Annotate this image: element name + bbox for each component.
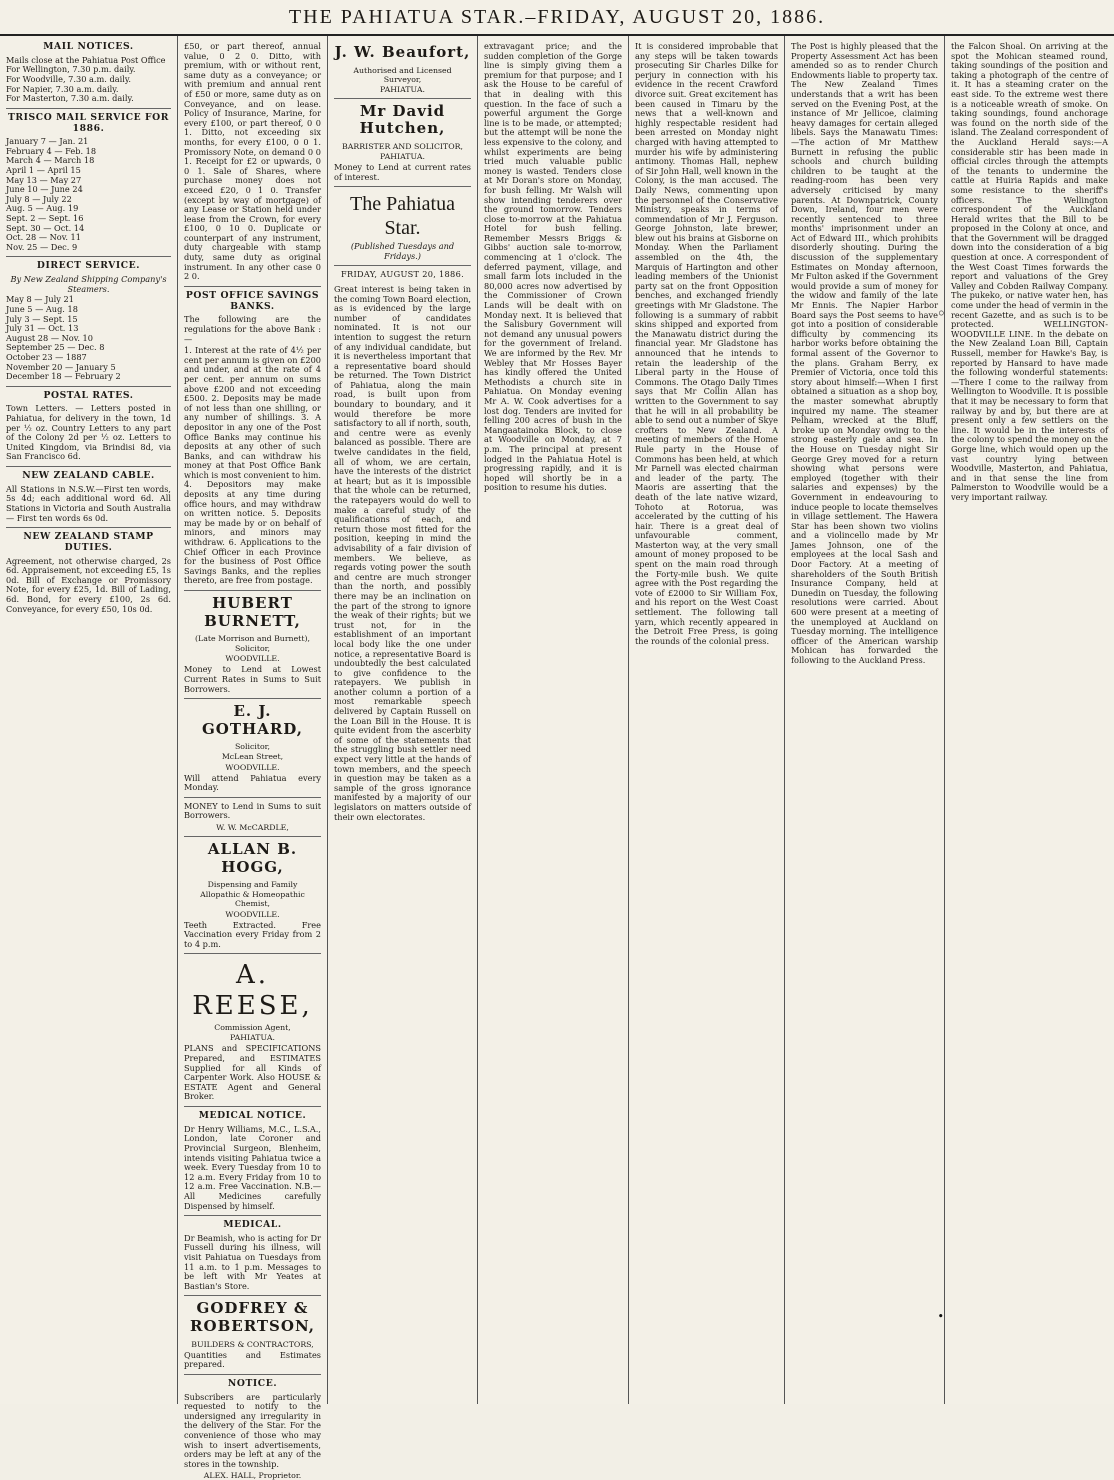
direct-line: December 18 — February 2 [6, 371, 121, 382]
dateline: FRIDAY, AUGUST 20, 1886. [341, 269, 464, 280]
trisco-line: June 10 — June 24 [6, 184, 83, 195]
postal-heading: POSTAL RATES. [43, 389, 134, 401]
divider [6, 386, 171, 387]
ad-godfrey-name: GODFREY & ROBERTSON, [190, 1299, 315, 1335]
ad-beaufort-name: J. W. Beaufort, [334, 43, 471, 61]
ink-mark-icon: ◦ [936, 304, 946, 323]
divider [184, 1215, 321, 1216]
notice-text: Subscribers are particularly requested to notify to the undersigned any irregularity in the delivery of the Star. For the convenience of those who may wish to insert advertisements, orders may be left at any of the stores in the township. [184, 1391, 321, 1469]
ad-gothard-name: E. J. GOTHARD, [201, 702, 303, 738]
divider [184, 286, 321, 287]
divider [184, 953, 321, 954]
column-6 [785, 36, 945, 1404]
divider [334, 98, 471, 99]
ad-line: PAHIATUA. [230, 1033, 275, 1043]
divider [184, 797, 321, 798]
ad-hubert-burnett-name: HUBERT BURNETT, [204, 594, 301, 630]
ink-mark-icon: • [937, 1310, 944, 1323]
postal-text: Town Letters. — Letters posted in Pahiatua, for delivery in the town, 1d per ½ oz. Country Letters to any part of the Colony 2d per ½ oz. Letters to United Kingdom, via Brindisi 8d, via San Francisco 6d. [6, 403, 171, 462]
trisco-line: March 4 — March 18 [6, 155, 95, 166]
mail-line: For Masterton, 7.30 a.m. daily. [6, 93, 134, 104]
notice-sign: ALEX. HALL, Proprietor. [203, 1471, 302, 1480]
mail-line: Mails close at the Pahiatua Post Office [6, 54, 166, 65]
ad-line: Commission Agent, [214, 1023, 291, 1033]
direct-line: June 5 — Aug. 18 [6, 303, 78, 314]
savings-intro: The following are the regulations for the above Bank :— [184, 314, 321, 344]
ad-money-text: MONEY to Lend in Sums to suit Borrowers. [184, 800, 321, 821]
ad-line: Solicitor, [234, 742, 271, 752]
trisco-line: January 7 — Jan. 21 [6, 136, 89, 147]
ad-note: Money to Lend at Lowest Current Rates in Sums to Suit Borrowers. [184, 664, 321, 694]
ad-line: (Late Morrison and Burnett), [195, 634, 310, 644]
stamp-text: Agreement, not otherwise charged, 2s 6d. Appraisement, not exceeding £5, 1s 0d. Bill of Exchange or Promissory Note, for every £25, 1d. Bill of Lading, 6d. Bond, for every £100, 2s 6d. Conveyance, for every £50, 10s 0d. [6, 555, 171, 614]
trisco-line: Oct. 28 — Nov. 11 [6, 232, 81, 243]
trisco-line: May 13 — May 27 [6, 174, 82, 185]
trisco-line: February 4 — Feb. 18 [6, 145, 97, 156]
direct-line: August 28 — Nov. 10 [6, 332, 93, 343]
trisco-line: Aug. 5 — Aug. 19 [6, 203, 79, 214]
divider [184, 1106, 321, 1107]
divider [6, 527, 171, 528]
direct-line: July 31 — Oct. 13 [6, 323, 79, 334]
mail-notices-heading: MAIL NOTICES. [43, 41, 134, 52]
ad-line: WOODVILLE. [225, 654, 280, 664]
divider [334, 186, 471, 187]
direct-heading: DIRECT SERVICE. [36, 260, 141, 272]
article-text: The Post is highly pleased that the Property Assessment Act has been amended so as to render Church Endowments liable to property tax. The New Zealand Times understands that a writ has been served on the Evening Post, at the instance of Mr Jellicoe, claiming heavy damages for certain alleged libels. Says the Manawatu Times:—The action of Mr Matthew Burnett in refusing the public schools and church building children to be taught at the reading-room has been very adversely criticised by many parents. At Downpatrick, County Down, Ireland, four men were recently sentenced to three months' imprisonment under an Act of Edward III., which prohibits disorderly shouting. During the discussion of the supplementary Estimates on Monday afternoon, Mr Fulton asked if the Government would provide a sum of money for the widow and family of the late Mr Ennis. The Napier Harbor Board says the Post seems to have got into a position of considerable difficulty by commencing its harbor works before obtaining the formal assent of the Governor to the plans. Graham Berry, ex Premier of Victoria, once told this story about himself:—When I first obtained a situation as a shop boy, the master somewhat abruptly inquired my name. The steamer Pelham, wrecked at the Bluff, broke up on Monday owing to the strong easterly gale and sea. In the House on Tuesday night Sir George Grey moved for a return showing what persons were employed (together with their salaries and expenses) by the Government in endeavouring to induce people to locate themselves in village settlement. The Hawera Star has been shown two violins and a violincello made by Mr James Johnson, one of the employees at the local Sash and Door Factory. At a meeting of shareholders of the South British Insurance Company, held at Dunedin on Tuesday, the following resolutions were carried. About 600 were present at a meeting of the unemployed at Auckland on Tuesday morning. The intelligence officer of the American warship Mohican has forwarded the following to the Auckland Press. [791, 41, 938, 665]
ad-hogg-name: ALLAN B. HOGG, [207, 840, 298, 876]
ad-line: BUILDERS & CONTRACTORS, [191, 1339, 314, 1349]
ad-reese-name: A. REESE, [192, 960, 313, 1021]
ad-note: Will attend Pahiatua every Monday. [184, 772, 321, 793]
direct-line: May 8 — July 21 [6, 294, 74, 305]
divider [6, 108, 171, 109]
divider [184, 836, 321, 837]
column-4 [478, 36, 629, 1404]
divider [184, 590, 321, 591]
trisco-line: Nov. 25 — Dec. 9 [6, 241, 78, 252]
ad-line: Authorised and Licensed Surveyor, [353, 65, 452, 84]
paper-title: The Pahiatua Star. [350, 193, 455, 239]
trisco-line: Sept. 2 — Sept. 16 [6, 213, 84, 224]
ad-line: PAHIATUA. [380, 152, 425, 162]
divider [184, 698, 321, 699]
ad-note: Quantities and Estimates prepared. [184, 1349, 321, 1370]
divider [6, 466, 171, 467]
medical-text: Dr Henry Williams, M.C., L.S.A., London, late Coroner and Provincial Surgeon, Blenheim, intends visiting Pahiatua twice a week. Every Tuesday from 10 to 12 a.m. Every Friday from 10 to 12 a.m. Free Vaccination. N.B.—All Medicines carefully Dispensed by himself. [184, 1123, 321, 1211]
trisco-line: Sept. 30 — Oct. 14 [6, 222, 85, 233]
direct-line: September 25 — Dec. 8 [6, 342, 105, 353]
article-text: the Falcon Shoal. On arriving at the spot the Mohican steamed round, taking soundings of the position and taking a photograph of the centre of it. It has a steaming crater on the east side. To the extreme west there is a noticeable wreath of smoke. On taking soundings, found anchorage was found on the north side of the island. The Zealand correspondent of the Auckland Herald says:—A considerable stir has been made in official circles through the attempts of the tenants to undermine the cattle at Huiria Rapids and make some resistance to the sheriff's officers. The Wellington correspondent of the Auckland Herald writes that the Bill to be proposed in the Colony at once, and that the Government will be dragged down into the consideration of a big question at once. A correspondent of the West Coast Times forwards the report and valuations of the Grey Valley and Cobden Railway Company. The pukeko, or native water hen, has come under the head of vermin in the recent Gazette, and as such is to be protected. WELLINGTON-WOODVILLE LINE. In the debate on the New Zealand Loan Bill, Captain Russell, member for Hawke's Bay, is reported by Hansard to have made the following wonderful statements:—There I come to the railway from Wellington to Woodville. It is possible that it may be necessary to form that railway by and by, but there are at present only a few settlers on the line. It would be in the interests of the colony to spend the money on the Gorge line, which would open up the vast country lying between Woodville, Masterton, and Pahiatua, and in that sense the line from Palmerston to Woodville would be a very important railway. [951, 41, 1108, 502]
direct-line: July 3 — Sept. 15 [6, 313, 78, 324]
mail-line: For Napier, 7.30 a.m. daily. [6, 83, 119, 94]
ad-note: Money to Lend at current rates of interest. [334, 162, 471, 182]
mail-line: For Wellington, 7.30 p.m. daily. [6, 64, 136, 75]
divider [184, 1374, 321, 1375]
ad-note: PLANS and SPECIFICATIONS Prepared, and ESTIMATES Supplied for all Kinds of Carpenter Work. Also HOUSE & ESTATE Agent and General Broker. [184, 1043, 321, 1102]
ad-mccardle-name: W. W. McCARDLE, [216, 823, 289, 832]
ad-line: BARRISTER AND SOLICITOR, [342, 141, 463, 151]
divider [184, 1295, 321, 1296]
medical-heading: MEDICAL NOTICE. [198, 1110, 307, 1122]
ad-line: McLean Street, [221, 752, 284, 762]
savings-text: 1. Interest at the rate of 4½ per cent per annum is given on £200 and under, and at the rate of 4 per cent. per annum on sums above £200 and not exceeding £500. 2. Deposits may be made of not less than one shilling, or any number of shillings. 3. A depositor in any one of the Post Office Banks may continue his deposits at any other of such Banks, and can withdraw his money at that Post Office Bank which is most convenient to him. 4. Depositors may make deposits at any time during office hours, and may withdraw on written notice. 5. Deposits may be made by or on behalf of minors, and minors may withdraw. 6. Applications to the Chief Officer in each Province for the business of Post Office Savings Banks, and the replies thereto, are free from postage. [184, 345, 321, 586]
cable-text: All Stations in N.S.W.—First ten words, 5s 4d; each additional word 6d. All Stations in Victoria and South Australia — First ten words 6s 0d. [6, 483, 171, 523]
trisco-heading: TRISCO MAIL SERVICE FOR 1886. [7, 111, 170, 134]
ad-line: Solicitor, [234, 644, 271, 654]
duties-text: £50, or part thereof, annual value, 0 2 0. Ditto, with premium, with or without rent, same duty as a conveyance; or with premium and annual rent of £50 or more, same duty as on Conveyance, and on lease. Policy of Insurance, Marine, for every £100, or part thereof, 0 0 1. Ditto, not exceeding six months, for every £100, 0 0 1. Promissory Note, on demand 0 0 1. Receipt for £2 or upwards, 0 0 1. Sale of Shares, where purchase money does not exceed £20, 0 1 0. Transfer (except by way of mortgage) of any Lease or Station held under lease from the Crown, for every £100, 0 10 0. Duplicate or counterpart of any instrument, duty chargeable with stamp duty, same duty as original instrument. In any other case 0 2 0. [184, 41, 321, 282]
ad-line: Dispensing and Family [207, 880, 298, 890]
ad-line: Allopathic & Homeopathic Chemist, [200, 890, 305, 909]
direct-intro: By New Zealand Shipping Company's Steamers. [10, 274, 167, 294]
article-text: It is considered improbable that any steps will be taken towards prosecuting Sir Charles Dilke for perjury in connection with his evidence in the recent Crawford divorce suit. Great excitement has been caused in Timaru by the news that a well-known and highly respectable resident had been arrested on Monday night charged with having attempted to murder his wife by administering antimony. Thomas Hall, nephew of Sir John Hall, well known in the Colony, is the man accused. The Daily News, commenting upon the personnel of the Conservative Ministry, speaks in terms of commendation of Mr J. Ferguson. George Johnston, late brewer, blew out his brains at Gisborne on Monday. When the Parliament assembled on the 4th, the Marquis of Hartington and other leading members of the Unionist party sat on the front Opposition benches, and exchanged friendly greetings with Mr Gladstone. The following is a summary of rabbit skins shipped and exported from the Manawatu district during the financial year. Mr Gladstone has announced that he intends to retain the leadership of the Liberal party in the House of Commons. The Otago Daily Times says that Mr Collin Allan has written to the Government to say that he will in all probability be able to send out a number of Skye crofters to New Zealand. A meeting of members of the Home Rule party in the House of Commons has been held, at which Mr Parnell was elected chairman and leader of the party. The Maoris are asserting that the death of the late native wizard, Tohoto at Rotorua, was accelerated by the cutting of his hair. There is a great deal of unfavourable comment, Masterton way, at the very small amount of money proposed to be spent on the main road through the Forty-mile bush. We quite agree with the Post regarding the vote of £2000 to Sir William Fox, and his report on the West Coast settlement. The following tall yarn, which recently appeared in the Detroit Free Press, is going the rounds of the colonial press. [635, 41, 778, 646]
savings-heading: POST OFFICE SAVINGS BANKS. [185, 289, 320, 312]
column-1 [0, 36, 178, 1404]
divider [6, 256, 171, 257]
column-2 [178, 36, 328, 1480]
masthead: THE PAHIATUA STAR.–FRIDAY, AUGUST 20, 1886. [0, 0, 1114, 36]
ad-line: WOODVILLE. [225, 909, 280, 919]
columns [0, 36, 1114, 1480]
divider [334, 265, 471, 266]
stamp-heading: NEW ZEALAND STAMP DUTIES. [23, 531, 154, 553]
ad-hutchen-name: Mr David Hutchen, [359, 101, 446, 138]
editorial-text: Great interest is being taken in the coming Town Board election, as is evidenced by the large number of candidates nominated. It is not our intention to suggest the return of any individual candidate, but it is nevertheless important that a representative board should be returned. The Town District of Pahiatua, along the main road, is built upon from boundary to boundary, and it would therefore be more satisfactory to all if north, south, and centre were as evenly balanced as possible. There are twelve candidates in the field, all of whom, we are certain, have the interests of the district at heart; but as it is impossible that the whole can be returned, the ratepayers would do well to make a careful study of the qualifications of each, and return those most fitted for the position, keeping in mind the advisability of a fair division of members. We believe, as regards voting power the south and centre are much stronger than the north, and possibly there may be an inclination on the part of the strong to ignore the weak of their rights; but we trust not, for in the establishment of an important local body like the one under notice, a representative Board is undoubtedly the best calculated to give confidence to the ratepayers. We publish in another column a portion of a most remarkable speech delivered by Captain Russell on the Loan Bill in the House. It is quite evident from the ascerbity of some of the statements that the struggling bush settler need expect very little at the hands of town members, and the speech in question may be taken as a sample of the gross ignorance manifested by a majority of our legislators on matters outside of their own electorates. [334, 283, 471, 822]
paper-subtitle: (Published Tuesdays and Fridays.) [350, 241, 455, 261]
cable-heading: NEW ZEALAND CABLE. [22, 470, 155, 482]
mail-line: For Woodville, 7.30 a.m. daily. [6, 73, 131, 84]
medical2-text: Dr Beamish, who is acting for Dr Fussell during his illness, will visit Pahiatua on Tuesdays from 11 a.m. to 1 p.m. Messages to be left with Mr Yeates at Bastian's Store. [184, 1232, 321, 1291]
direct-line: November 20 — January 5 [6, 361, 116, 372]
ad-note: Teeth Extracted. Free Vaccination every Friday from 2 to 4 p.m. [184, 919, 321, 949]
column-5 [629, 36, 785, 1404]
ad-line: PAHIATUA. [380, 84, 425, 94]
column-7 [945, 36, 1114, 1404]
trisco-line: July 8 — July 22 [6, 193, 72, 204]
trisco-line: April 1 — April 15 [6, 165, 81, 176]
column-3 [328, 36, 478, 1404]
direct-line: October 23 — 1887 [6, 351, 87, 362]
ad-line: WOODVILLE. [225, 762, 280, 772]
notice-heading: NOTICE. [227, 1377, 278, 1389]
medical2-heading: MEDICAL. [223, 1219, 282, 1231]
article-text: extravagant price; and the sudden completion of the Gorge line is simply giving them a premium for that purpose; and I ask the House to be careful of that in dealing with this question. In the face of such a powerful argument the Gorge line is to be made, or attempted; but the attempt will be none the less expensive to the colony, and whilst experiments are being tried much valuable public money is wasted. Tenders close at Mr Doran's store on Monday, for bush felling. Mr Walsh will show intending tenderers over the ground tomorrow. Tenders close to-morrow at the Pahiatua Hotel for bush felling. Remember Messrs Briggs & Gibbs' auction sale to-morrow, commencing at 1 o'clock. The deferred payment, village, and small farm lots included in the 80,000 acres now advertised by the Commissioner of Crown Lands will be dealt with on Monday next. It is believed that the Salisbury Government will not demand any unusual powers for the government of Ireland. We are informed by the Rev. Mr Webley that Mr Hosses Bayer has kindly offered the United Methodists a church site in Pahiatua. On Monday evening Mr A. W. Cook advertises for a lost dog. Tenders are invited for felling 200 acres of bush in the Mangaatainoka Block, to close at Woodville on Monday, at 7 p.m. The principal at present lodged in the Pahiatua Hotel is progressing rapidly, and it is hoped will shortly be in a position to resume his duties. [484, 41, 622, 493]
